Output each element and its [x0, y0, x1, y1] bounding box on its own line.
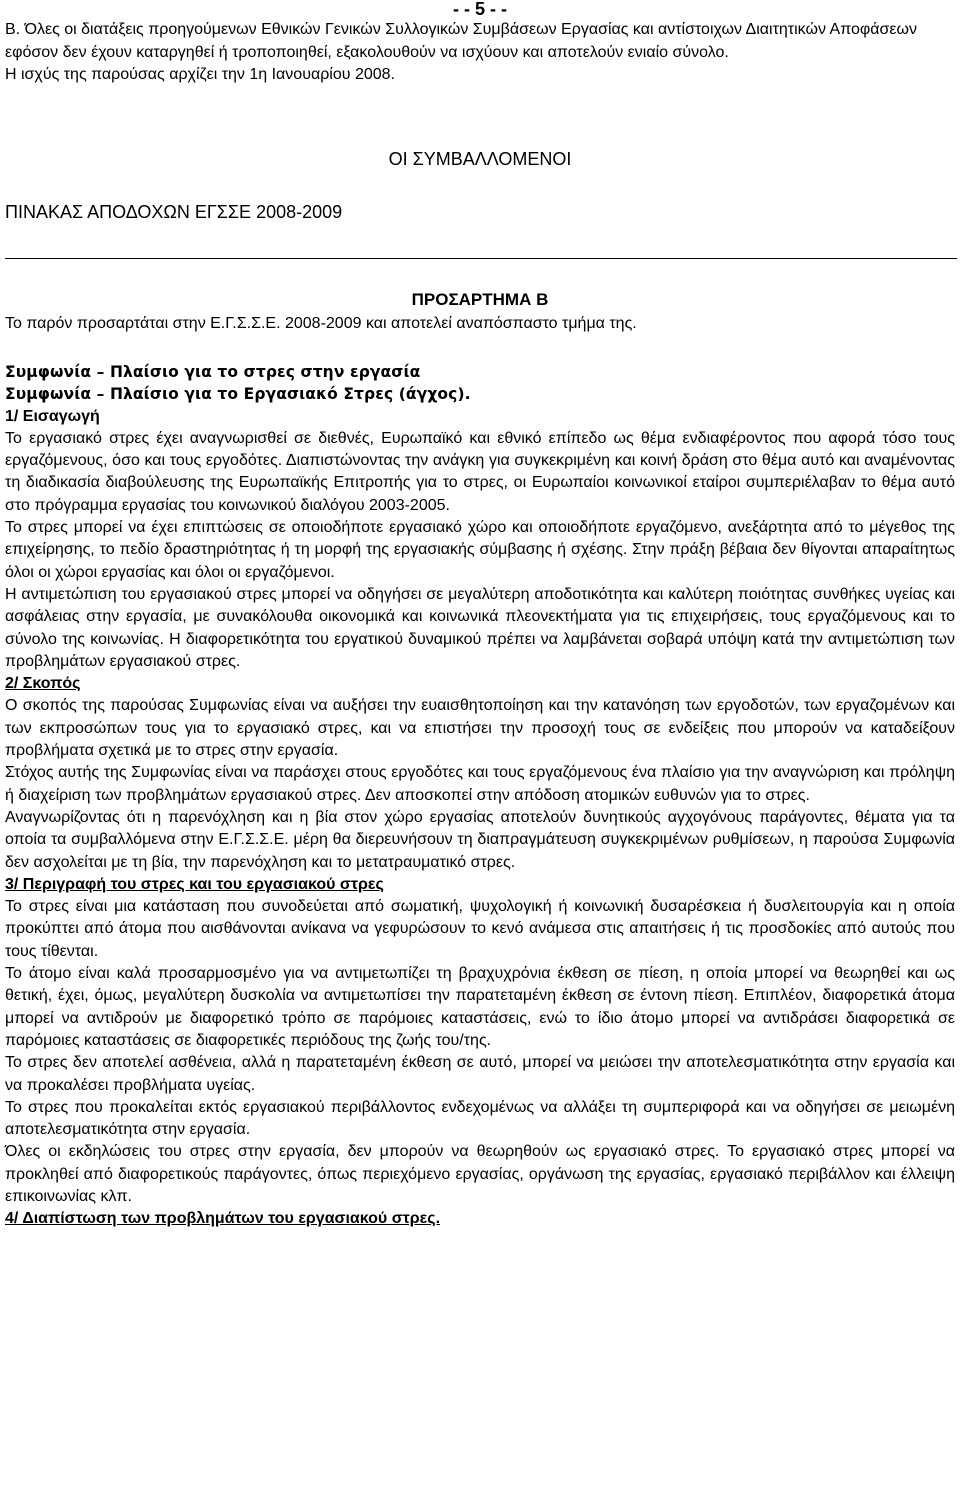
paragraph: Αναγνωρίζοντας ότι η παρενόχληση και η βία στον χώρο εργασίας αποτελούν δυνητικούς αγχογόνους παράγοντες, θέματα για τα οποία τα συμβαλλόμενα στην Ε.Γ.Σ.Σ.Ε. μέρη θα διερευνήσουν τη διαπραγμάτευση συγκεκριμένων ρυθμίσεων, η παρούσα Συμφωνία δεν ασχολείται με τη βία, την παρενόχληση και το μετατραυματικό στρες.	[5, 808, 955, 871]
paragraph: Το στρες μπορεί να έχει επιπτώσεις σε οποιοδήποτε εργασιακό χώρο και οποιοδήποτε εργαζόμενο, ανεξάρτητα από το μέγεθος της επιχείρησης, το πεδίο δραστηριότητας ή τη μορφή της εργασιακής σύμβασης ή σχέσης. Στην πράξη βέβαια δεν θίγονται απαραίτητως όλοι οι χώροι εργασίας και όλοι οι εργαζόμενοι.	[5, 519, 955, 581]
paragraph: Ο σκοπός της παρούσας Συμφωνίας είναι να αυξήσει την ευαισθητοποίηση και την κατανόηση των εργοδοτών, των εργαζομένων και των εκπροσώπων τους για το εργασιακό στρες, και να επιστήσει την προσοχή τους σε ενδείξεις που μπορούν να καταδείξουν προβλήματα σχετικά με το στρες στην εργασία.	[5, 697, 955, 760]
paragraph: Το στρες δεν αποτελεί ασθένεια, αλλά η παρατεταμένη έκθεση σε αυτό, μπορεί να μειώσει την αποτελεσματικότητα στην εργασία και να προκαλέσει προβλήματα υγείας.	[5, 1054, 955, 1094]
section-heading-description: 3/ Περιγραφή του στρες και του εργασιακού στρες	[5, 875, 384, 893]
table-title: ΠΙΝΑΚΑΣ ΑΠΟΔΟΧΩΝ ΕΓΣΣΕ 2008-2009	[5, 202, 343, 222]
agreement-title-2: Συμφωνία – Πλαίσιο για το Εργασιακό Στρες (άγχος).	[5, 385, 471, 404]
horizontal-rule	[5, 258, 957, 259]
paragraph: Όλες οι εκδηλώσεις του στρες στην εργασία, δεν μπορούν να θεωρηθούν ως εργασιακό στρες. Το εργασιακό στρες μπορεί να προκληθεί από διαφορετικούς παράγοντες, όπως περιεχόμενο εργασίας, οργάνωση της εργασίας, εργασιακό περιβάλλον και έλλειψη επικοινωνίας κλπ.	[5, 1143, 955, 1205]
section-heading-purpose: 2/ Σκοπός	[5, 675, 81, 693]
intro-paragraph: Β. Όλες οι διατάξεις προηγούμενων Εθνικών Γενικών Συλλογικών Συμβάσεων Εργασίας και αντίστοιχων Διαιτητικών Αποφάσεων εφόσον δεν έχουν καταργηθεί ή τροποποιηθεί, εξακολουθούν να ισχύουν και αποτελούν ενιαίο σύνολο.	[5, 21, 918, 61]
paragraph: Στόχος αυτής της Συμφωνίας είναι να παράσχει στους εργοδότες και τους εργαζόμενους ένα πλαίσιο για την αναγνώριση και πρόληψη ή διαχείριση των προβλημάτων εργασιακού στρες. Δεν αποσκοπεί στην απόδοση ατομικών ευθυνών για το στρες.	[5, 764, 955, 804]
paragraph: Το εργασιακό στρες έχει αναγνωρισθεί σε διεθνές, Ευρωπαϊκό και εθνικό επίπεδο ως θέμα ενδιαφέροντος που αφορά τόσο τους εργαζόμενους, όσο και τους εργοδότες. Διαπιστώνοντας την ανάγκη για συγκεκριμένη και κοινή δράση στο θέμα αυτό και αναμένοντας τη διαδικασία διαβούλευσης της Ευρωπαϊκής Επιτροπής για το στρες, οι Ευρωπαίοι κοινωνικοί εταίροι συμπεριέλαβαν το θέμα αυτό στο πρόγραμμα εργασίας του κοινωνικού διαλόγου 2003-2005.	[5, 429, 955, 514]
agreement-body	[5, 361, 955, 1231]
paragraph: Το στρες που προκαλείται εκτός εργασιακού περιβάλλοντος ενδεχομένως να αλλάξει τη συμπεριφορά και να οδηγήσει σε μειωμένη αποτελεσματικότητα στην εργασία.	[5, 1098, 955, 1139]
paragraph: Το άτομο είναι καλά προσαρμοσμένο για να αντιμετωπίζει τη βραχυχρόνια έκθεση σε πίεση, η οποία μπορεί να θεωρηθεί και ως θετική, έχει, όμως, μεγαλύτερη δυσκολία να αντιμετωπίσει την παρατεταμένη έκθεση σε έντονη πίεση. Επιπλέον, διαφορετικά άτομα μπορεί να αντιδρούν με διαφορετικό τρόπο σε παρόμοιες καταστάσεις, ενώ το ίδιο άτομο μπορεί να αντιδράσει διαφορετικά σε παρόμοιες καταστάσεις σε διαφορετικές περιόδους της ζωής του/της.	[5, 965, 955, 1049]
annex-title: ΠΡΟΣΑΡΤΗΜΑ Β	[411, 290, 549, 309]
validity-line: Η ισχύς της παρούσας αρχίζει την 1η Ιανουαρίου 2008.	[5, 66, 395, 83]
section-heading-identification: 4/ Διαπίστωση των προβλημάτων του εργασιακού στρες.	[5, 1210, 441, 1228]
agreement-title-1: Συμφωνία – Πλαίσιο για το στρες στην εργασία	[5, 363, 421, 381]
parties-heading: ΟΙ ΣΥΜΒΑΛΛΟΜΕΝΟΙ	[388, 149, 572, 169]
page-number: - - 5 - -	[453, 0, 507, 19]
paragraph: Η αντιμετώπιση του εργασιακού στρες μπορεί να οδηγήσει σε μεγαλύτερη αποδοτικότητα και καλύτερη ποιότητας συνθήκες υγείας και ασφάλειας στην εργασία, με συνακόλουθα οικονομικά και κοινωνικά πλεονεκτήματα για τις επιχειρήσεις, τους εργαζόμενους και το σύνολο της κοινωνίας. Η διαφορετικότητα του εργατικού δυναμικού πρέπει να λαμβάνεται σοβαρά υπόψη κατά την αντιμετώπιση των προβλημάτων εργασιακού στρες.	[5, 585, 955, 670]
intro-block	[5, 19, 955, 87]
annex-note: Το παρόν προσαρτάται στην Ε.Γ.Σ.Σ.Ε. 2008-2009 και αποτελεί αναπόσπαστο τμήμα της.	[5, 315, 637, 332]
paragraph: Το στρες είναι μια κατάσταση που συνοδεύεται από σωματική, ψυχολογική ή κοινωνική δυσαρέσκεια ή δυσλειτουργία και η οποία προκύπτει από άτομα που αισθάνονται ανίκανα να γεφυρώσουν το κενό ανάμεσα στις απαιτήσεις ή τις προσδοκίες από αυτούς που τους τίθενται.	[5, 898, 955, 960]
section-heading-introduction: 1/ Εισαγωγή	[5, 407, 100, 425]
